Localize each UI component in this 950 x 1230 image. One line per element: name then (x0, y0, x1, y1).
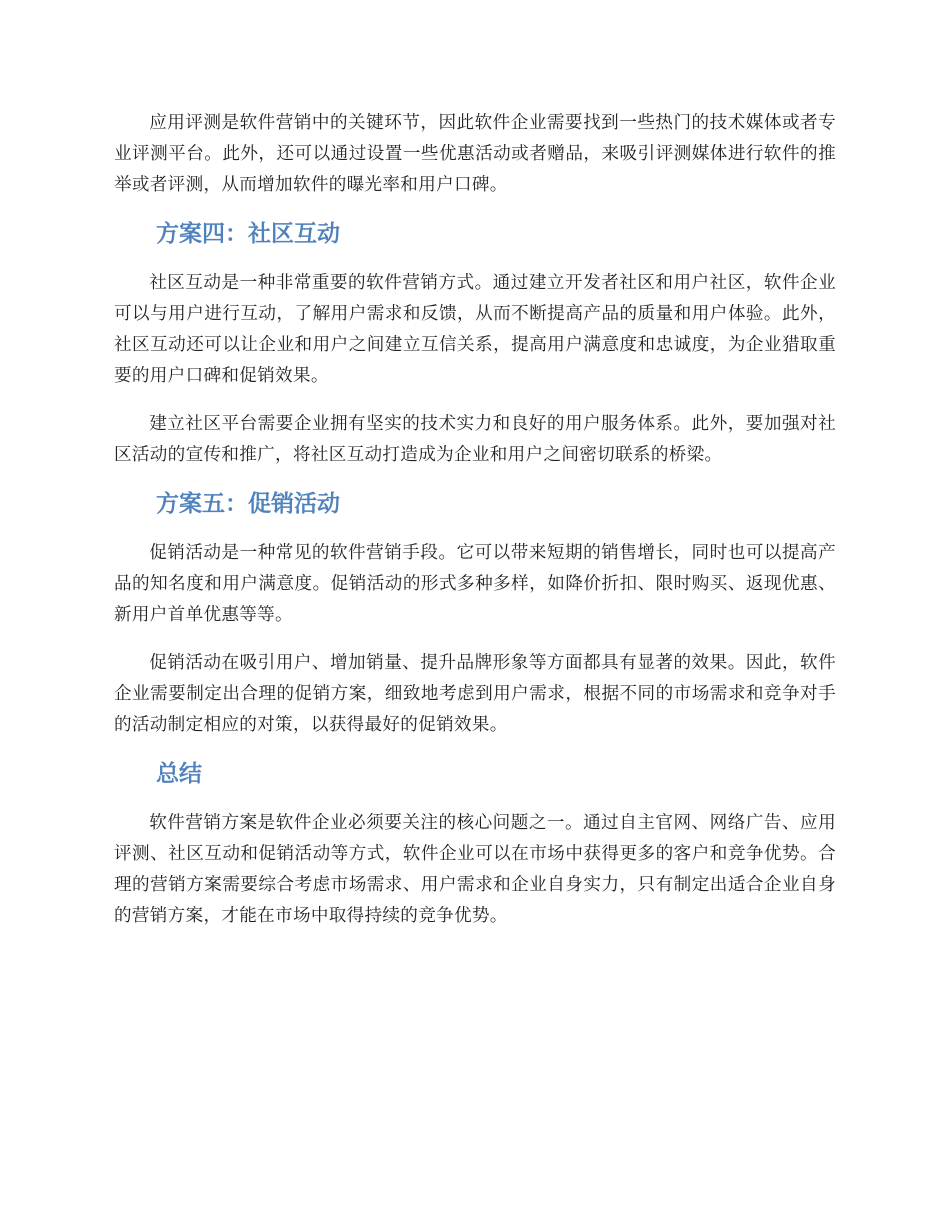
heading-summary: 总结 (156, 761, 202, 787)
paragraph-summary: 软件营销方案是软件企业必须要关注的核心问题之一。通过自主官网、网络广告、应用评测、社区互动和促销活动等方式，软件企业可以在市场中获得更多的客户和竞争优势。合理的营销方案需要综合考虑市场需求、用户需求和企业自身实力，只有制定出适合企业自身的营销方案，才能在市场中取得持续的竞争优势。 (114, 813, 836, 926)
paragraph-promotion-effect: 促销活动在吸引用户、增加销量、提升品牌形象等方面都具有显著的效果。因此，软件企业需要制定出合理的促销方案，细致地考虑到用户需求，根据不同的市场需求和竞争对手的活动制定相应的对策，以获得最好的促销效果。 (114, 653, 836, 735)
paragraph-community-platform: 建立社区平台需要企业拥有坚实的技术实力和良好的用户服务体系。此外，要加强对社区活动的宣传和推广，将社区互动打造成为企业和用户之间密切联系的桥梁。 (114, 414, 836, 465)
paragraph-community-intro: 社区互动是一种非常重要的软件营销方式。通过建立开发者社区和用户社区，软件企业可以与用户进行互动，了解用户需求和反馈，从而不断提高产品的质量和用户体验。此外，社区互动还可以让企业和用户之间建立互信关系，提高用户满意度和忠诚度，为企业猎取重要的用户口碑和促销效果。 (114, 273, 836, 386)
paragraph-app-review: 应用评测是软件营销中的关键环节，因此软件企业需要找到一些热门的技术媒体或者专业评测平台。此外，还可以通过设置一些优惠活动或者赠品，来吸引评测媒体进行软件的推举或者评测，从而增加软件的曝光率和用户口碑。 (114, 113, 836, 195)
paragraph-promotion-intro: 促销活动是一种常见的软件营销手段。它可以带来短期的销售增长，同时也可以提高产品的知名度和用户满意度。促销活动的形式多种多样，如降价折扣、限时购买、返现优惠、新用户首单优惠等等。 (114, 543, 836, 625)
heading-promotion: 方案五：促销活动 (156, 491, 340, 517)
heading-community-interaction: 方案四：社区互动 (156, 221, 340, 247)
